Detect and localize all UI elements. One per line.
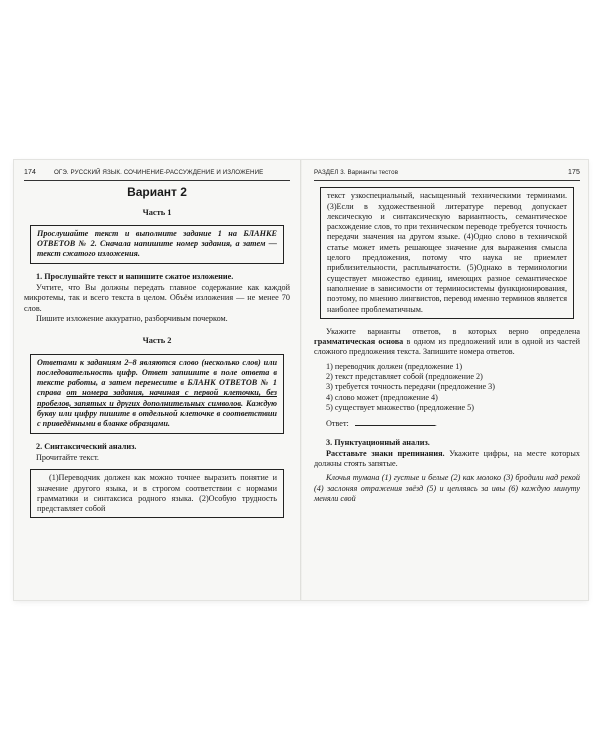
question-text-b: в одном из предложений или в одной из частей сложного предложения текста. Запишите номера ответов.: [314, 337, 580, 357]
right-text-box-content: текст узкоспециальный, насыщенный техническими терминами. (3)Если в художественной литературе перевод допускает лексическую и синтаксическую вариантность, семантическое расхождение слов, то при техническом переводе требуется точность передачи значения на другом языке. (4)Одно слово в техничской статье может иметь решающее значение для выражения смысла целого предложения, потому что наука не приемлет приблизительности, расплывчатости. (5)Однако в терминологии существует множество единиц, имеющих разное семантическое наполнение в зависимости от терминосистемы функционирования, поэтому, по мнению лингвистов, перевод именно терминов является наиболее проблематичным.: [327, 191, 567, 314]
answer-field: [326, 419, 580, 429]
left-text-box: [30, 469, 284, 518]
question-text-a: Укажите варианты ответов, в которых верно определена: [326, 326, 580, 336]
right-running-head-text: РАЗДЕЛ 3. Варианты тестов: [314, 169, 399, 176]
task1-text1: Учтите, что Вы должны передать главное содержание как каждой микротемы, так и всего текста в целом. Объём изложения — не менее 70 слов.: [24, 283, 290, 313]
task3-instruction-bold: Расставьте знаки препинания.: [326, 448, 445, 458]
part2-instruction-text-b: . Каждую букву или цифру пишите в отдельной клеточке в соответствии с приведёнными в бланке образцами.: [37, 398, 277, 429]
right-running-head: [314, 168, 580, 181]
part2-instruction-box: [30, 354, 284, 434]
answer-suffix: .: [434, 419, 437, 429]
answer-option: 2) текст представляет собой (предложение 2): [326, 372, 483, 382]
task3-heading: 3. Пунктуационный анализ.: [326, 437, 430, 447]
answer-option: 1) переводчик должен (предложение 1): [326, 361, 463, 371]
left-page-number: 174: [24, 169, 36, 176]
answer-label: Ответ:: [326, 419, 349, 429]
task3-instruction: [314, 449, 580, 470]
left-page: [24, 168, 290, 526]
answer-option: 5) существует множество (предложение 5): [326, 402, 474, 412]
task2-instruction: Прочитайте текст.: [36, 452, 99, 462]
task1-text2: Пишите изложение аккуратно, разборчивым почерком.: [36, 313, 228, 323]
part1-instruction-box: [30, 225, 284, 264]
answer-line[interactable]: [355, 425, 435, 426]
left-running-head-text: ОГЭ. РУССКИЙ ЯЗЫК. СОЧИНЕНИЕ-РАССУЖДЕНИЕ И ИЗЛОЖЕНИЕ: [53, 169, 264, 176]
task3-italic-text: Клочья тумана (1) густые и белые (2) как молоко (3) бродили над рекой (4) заслоняя отражения звёзд (5) и цепляясь за ивы (6) каждую минуту меняли свой: [314, 473, 580, 504]
part2-instruction-text-a: Ответами к заданиям 2–8 являются слово (несколько слов) или последовательность цифр. Ответ запишите в поле ответа в тексте работы, а затем перенесите в БЛАНК ОТВЕТОВ № 1 справа: [37, 357, 277, 398]
right-text-box: [320, 187, 574, 319]
right-page: [314, 168, 580, 504]
left-text-box-content: (1)Переводчик должен как можно точнее выразить понятие и значение другого языка, и в строгом соответствии с нормами грамматики и синтаксиса родного языка. (2)Особую трудность представляет собой: [37, 473, 277, 514]
task1-heading: 1. Прослушайте текст и напишите сжатое изложение.: [36, 271, 234, 281]
book-spread: [14, 160, 588, 600]
question-text: [314, 327, 580, 358]
part2-instruction-underlined: от номера задания, начиная с первой клеточки, без пробелов, запятых и других дополнительных символов: [37, 388, 277, 408]
variant-title: Вариант 2: [127, 185, 187, 200]
part1-instruction-text: Прослушайте текст и выполните задание 1 на БЛАНКЕ ОТВЕТОВ № 2. Сначала напишите номер задания, а затем — текст сжатого изложения.: [37, 228, 277, 259]
task2-heading: 2. Синтаксический анализ.: [36, 441, 137, 451]
task3-instruction-rest: Укажите цифры, на месте которых должны стоять запятые.: [314, 448, 580, 469]
book-gutter: [300, 160, 302, 600]
answer-option: 3) требуется точность передачи (предложение 3): [326, 382, 495, 392]
part2-title: Часть 2: [142, 336, 172, 346]
answer-options: [326, 362, 580, 413]
left-running-head: [24, 168, 290, 181]
part1-title: Часть 1: [142, 207, 172, 217]
answer-option: 4) слово может (предложение 4): [326, 392, 438, 402]
question-text-bold: грамматическая основа: [314, 337, 404, 347]
right-page-number: 175: [568, 169, 580, 176]
